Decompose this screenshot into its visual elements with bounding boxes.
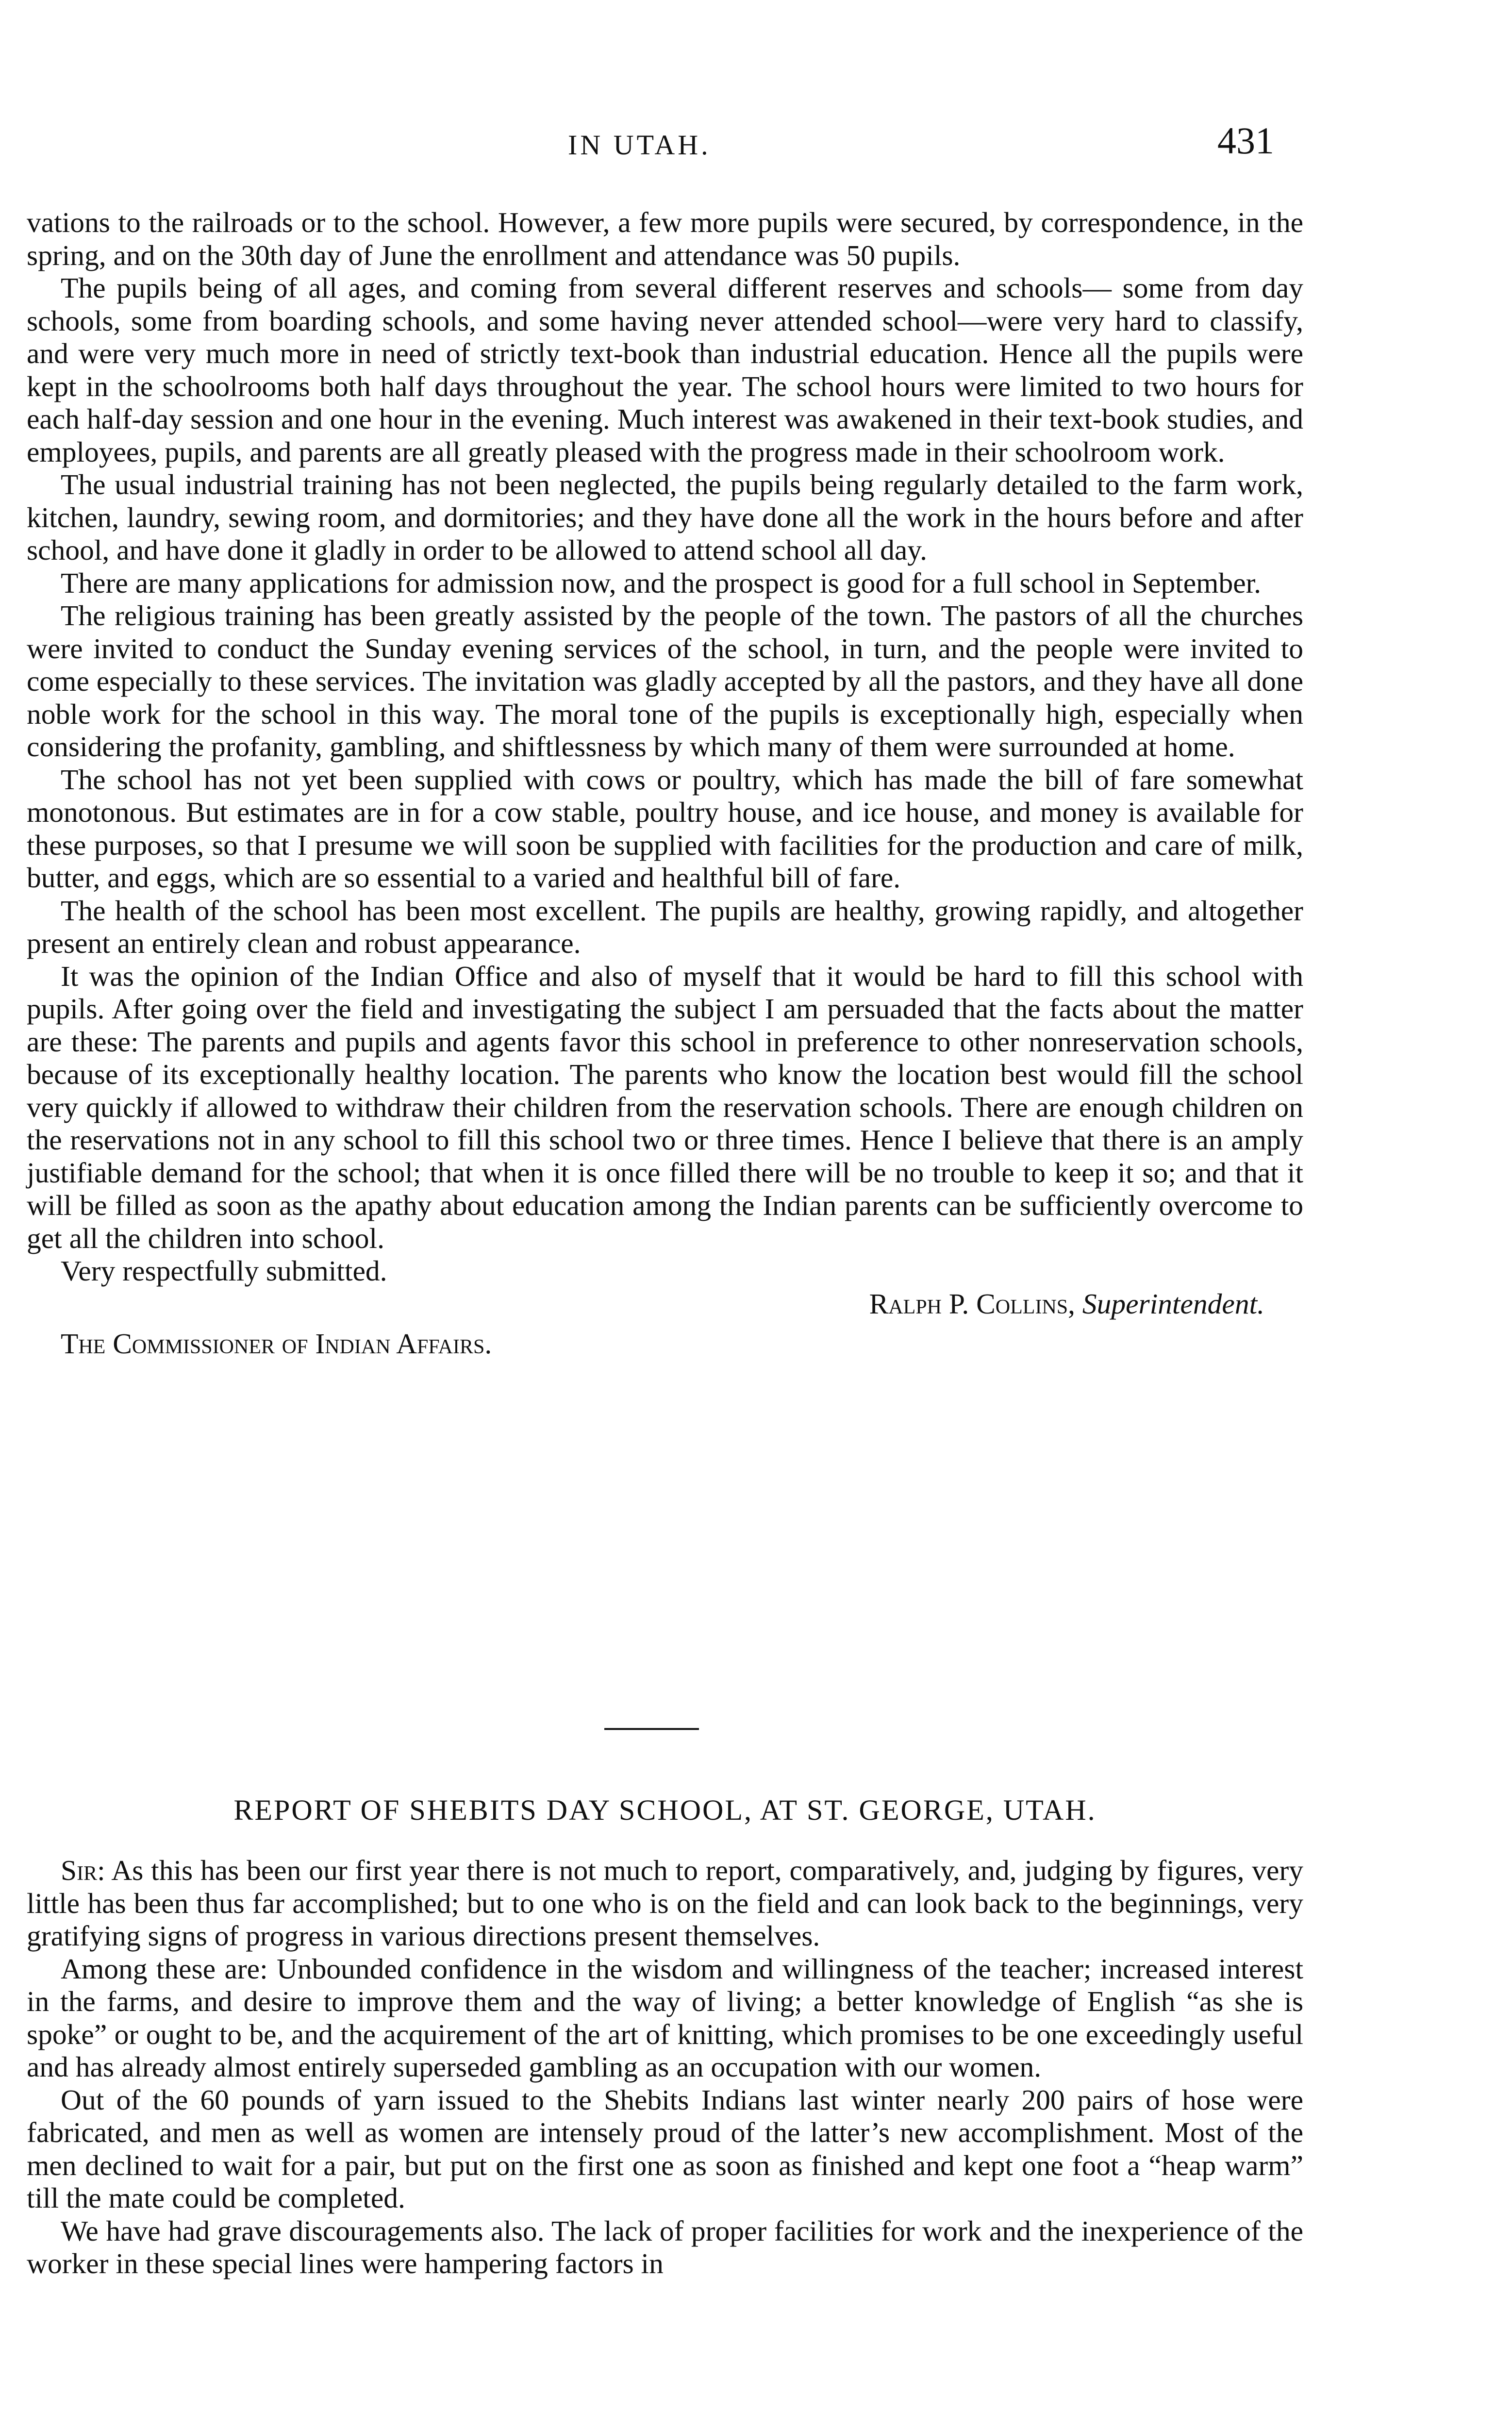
report1-paragraph-8: It was the opinion of the Indian Office and also of myself that it would be hard to fill this school with pupils. After going over the field and investigating the subject I am persuaded that the facts about the matter are these: The parents and pupils and agents favor this school in preference to other nonreservation schools, because of its exceptionally healthy location. The parents who know the location best would fill the school very quickly if allowed to withdraw their children from the reservation schools. There are enough children on the reservations not in any school to fill this school two or three times. Hence I believe that there is an amply justifiable demand for the school; that when it is once filled there will be no trouble to keep it so; and that it will be filled as soon as the apathy about education among the Indian parents can be sufficiently overcome to get all the children into school. — [27, 960, 1303, 1254]
report1-paragraph-3: The usual industrial training has not been neglected, the pupils being regularly detailed to the farm work, kitchen, laundry, sewing room, and dormitories; and they have done all the work in the hours before and after school, and have done it gladly in order to be allowed to attend school all day. — [27, 468, 1303, 566]
running-head: IN UTAH. — [568, 129, 711, 161]
report1-paragraph-5: The religious training has been greatly assisted by the people of the town. The pastors of all the churches were invited to conduct the Sunday evening services of the school, in turn, and the people were invited to come especially to these services. The invitation was gladly accepted by all the pastors, and they have all done noble work for the school in this way. The moral tone of the pupils is exceptionally high, especially when considering the profanity, gambling, and shiftlessness by which many of them were surrounded at home. — [27, 599, 1303, 763]
signature-name: Ralph P. Collins, — [869, 1287, 1076, 1320]
report2-body — [27, 1854, 1303, 2280]
report2-paragraph-2: Among these are: Unbounded confidence in the wisdom and willingness of the teacher; increased interest in the farms, and desire to improve them and the way of living; a better knowledge of English “as she is spoke” or ought to be, and the acquirement of the art of knitting, which promises to be one exceedingly useful and has already almost entirely superseded gambling as an occupation with our women. — [27, 1952, 1303, 2083]
signature-title: Superintendent. — [1082, 1287, 1264, 1320]
page-header — [0, 119, 1512, 177]
salutation: Sir: — [61, 1854, 105, 1886]
report1-body — [27, 206, 1303, 1360]
report2-paragraph-3: Out of the 60 pounds of yarn issued to the Shebits Indians last winter nearly 200 pairs of hose were fabricated, and men as well as women are intensely proud of the latter’s new accomplishment. Most of the men declined to wait for a pair, but put on the first one as soon as finished and kept one foot a “heap warm” till the mate could be completed. — [27, 2083, 1303, 2214]
closing-line: Very respectfully submitted. — [61, 1255, 387, 1287]
section-divider — [604, 1728, 699, 1730]
report1-paragraph-4: There are many applications for admission now, and the prospect is good for a full school in September. — [61, 566, 1262, 599]
section-title: REPORT OF SHEBITS DAY SCHOOL, AT ST. GEORGE, UTAH. — [233, 1794, 1097, 1826]
addressee: The Commissioner of Indian Affairs. — [61, 1327, 492, 1360]
report2-paragraph-4: We have had grave discouragements also. The lack of proper facilities for work and the inexperience of the worker in these special lines were hampering factors in — [27, 2214, 1303, 2279]
report1-paragraph-2: The pupils being of all ages, and coming from several different reserves and schools— some from day schools, some from boarding schools, and some having never attended school—were very hard to classify, and were very much more in need of strictly text-book than industrial education. Hence all the pupils were kept in the schoolrooms both half days throughout the year. The school hours were limited to two hours for each half-day session and one hour in the evening. Much interest was awakened in their text-book studies, and employees, pupils, and parents are all greatly pleased with the progress made in their schoolroom work. — [27, 272, 1303, 468]
signature — [869, 1288, 1264, 1321]
report2-paragraph-1 — [27, 1854, 1303, 1953]
signature-line — [27, 1288, 1303, 1328]
report1-paragraph-1: vations to the railroads or to the school. However, a few more pupils were secured, by correspondence, in the spring, and on the 30th day of June the enrollment and attendance was 50 pupils. — [27, 206, 1303, 271]
report1-paragraph-6: The school has not yet been supplied with cows or poultry, which has made the bill of fare somewhat monotonous. But estimates are in for a cow stable, poultry house, and ice house, and money is available for these purposes, so that I presume we will soon be supplied with facilities for the production and care of milk, butter, and eggs, which are so essential to a varied and healthful bill of fare. — [27, 763, 1303, 894]
report1-paragraph-7: The health of the school has been most excellent. The pupils are healthy, growing rapidly, and altogether present an entirely clean and robust appearance. — [27, 894, 1303, 959]
report2-paragraph-1-text: As this has been our first year there is not much to report, comparatively, and, judging by figures, very little has been thus far accomplished; but to one who is on the field and can look back to the beginnings, very gratifying signs of progress in various directions present themselves. — [27, 1854, 1304, 1952]
page-number: 431 — [1217, 119, 1274, 162]
